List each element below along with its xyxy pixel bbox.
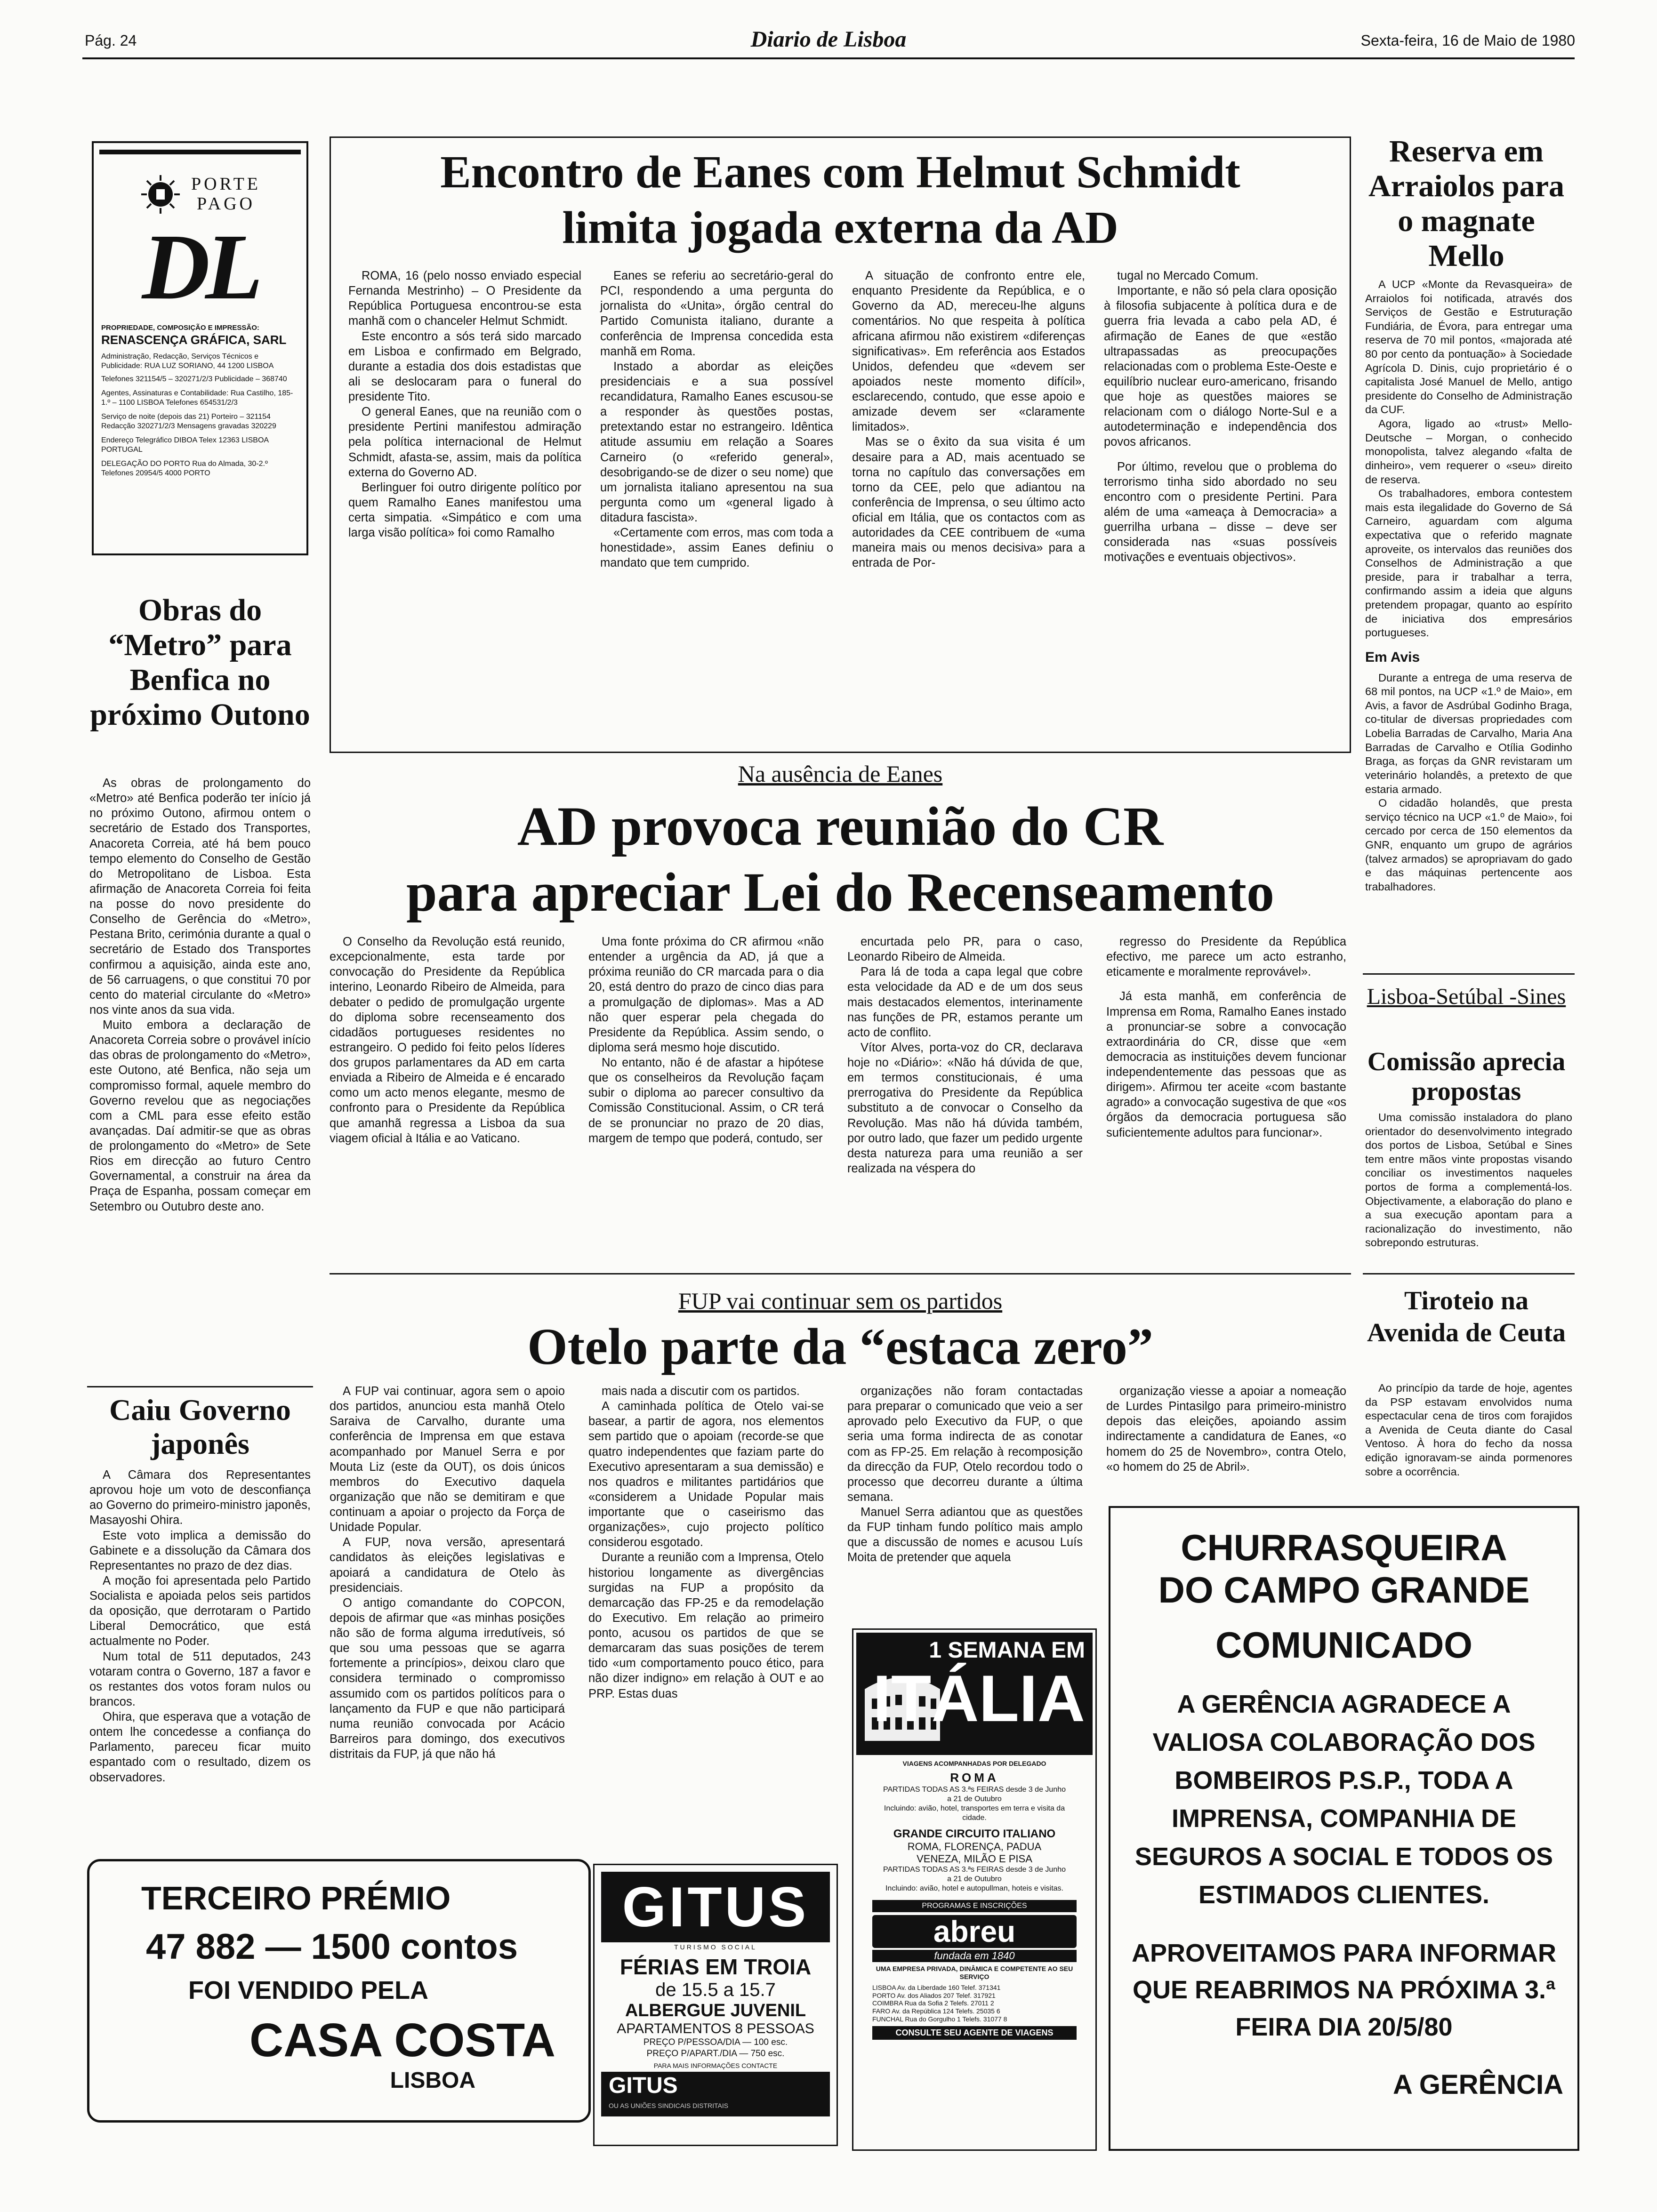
cr-col-2 xyxy=(588,934,824,1146)
schmidt-paragraph: Eanes se referiu ao secretário-geral do PCI, respondendo a uma pergunta do jornalista do «Unita», órgão central do Partido Comunista italiano, durante a conferência de Imprensa concedida esta manhã em Roma. xyxy=(600,269,833,358)
schmidt-col-1 xyxy=(348,268,581,540)
cr-paragraph: Já esta manhã, em conferência de Imprensa em Roma, Ramalho Eanes instado a pronunciar-se sobre a convocação extraordinária do CR, disse que «em democracia as instituições devem funcionar independentemente das pessoas que as dirigem». Afirmou ter aceite «com bastante agrado» a convocação sugestiva de que «os órgãos da democracia portuguesa são suficientemente adultos para funcionar». xyxy=(1106,990,1346,1139)
schmidt-paragraph: A situação de confronto entre ele, enquanto Presidente da República, e o Governo da AD, mereceu-lhe alguns comentários. No que respeita à política africana afirmou não existirem «diferenças significativas». Em referência aos Estados Unidos, defendeu que «devem ser apoiados neste momento difícil», esclarecendo, contudo, que esse apoio e amizade devem ser «claramente limitados». xyxy=(852,269,1085,434)
japan-paragraph: A Câmara dos Representantes aprovou hoje um voto de desconfiança ao Governo do primeiro-ministro japonês, Masayoshi Ohira. xyxy=(89,1468,311,1527)
italia-cities: ROMA, FLORENÇA, PADUA VENEZA, MILÃO E PISA xyxy=(907,1840,1042,1865)
tiroteio-body xyxy=(1365,1381,1572,1479)
phones: Telefones 321154/5 – 320271/2/3 Publicidade – 368740 xyxy=(101,375,287,383)
churrasqueira-line1: CHURRASQUEIRA xyxy=(1181,1527,1507,1568)
agents-address: Agentes, Assinaturas e Contabilidade: Rua Castilho, 185-1.º – 1100 LISBOA Telefones 654531/2/3 xyxy=(101,389,293,407)
schmidt-headline-1: Encontro de Eanes com Helmut Schmidt xyxy=(440,147,1240,198)
italia-country: ITÁLIA xyxy=(872,1661,1085,1735)
italia-banner xyxy=(856,1633,1093,1755)
lottery-line5: LISBOA xyxy=(390,2068,475,2093)
italia-roma-dates: PARTIDAS TODAS AS 3.ªs FEIRAS desde 3 de Junho a 21 de Outubro xyxy=(883,1785,1066,1803)
schmidt-paragraph: Instado a abordar as eleições presidenciais e a sua possível recandidatura, Ramalho Eanes escusou-se a responder às questões postas, pretextando estar no estrangeiro. Idêntica atitude assumiu em relação a Soares Carneiro (o «referido general», desobrigando-se de dizer o seu nome) que um jornalista italiano apresentou na sua pergunta como um «general ligado à ditadura fascista». xyxy=(600,360,833,524)
fup-paragraph: Manuel Serra adiantou que as questões da FUP tinham fundo político mais amplo que a discussão de nomes e acusou Luís Moita de pretender que aquela xyxy=(847,1506,1083,1564)
abreu-office: PORTO Av. dos Aliados 207 Telef. 317921 xyxy=(872,1991,996,1999)
fup-paragraph: organizações não foram contactadas para preparar o comunicado que veio a ser aprovado pelo Executivo da FUP, o que seria uma forma indirecta de as conotar com as FP-25. Em relação à recomposição da direcção da FUP, Otelo recordou todo o processo que decorreu durante a última semana. xyxy=(847,1385,1083,1504)
churrasqueira-line3: COMUNICADO xyxy=(1215,1624,1472,1666)
gitus-footer-box xyxy=(601,2072,830,2116)
italia-roma-incl: Incluindo: avião, hotel, transportes em terra e visita da cidade. xyxy=(884,1804,1065,1822)
telegraph: Endereço Telegráfico DIBOA Telex 12363 LISBOA PORTUGAL xyxy=(101,436,269,454)
metro-rule xyxy=(87,1386,313,1387)
reserva-paragraph: Agora, ligado ao «trust» Mello-Deutsche – Morgan, o conhecido monopolista, talvez alegando «falta de dinheiro», vem requerer o «seu» direito de reserva. xyxy=(1365,417,1572,486)
abreu-office: LISBOA Av. da Liberdade 160 Telef. 371341 xyxy=(872,1983,1001,1991)
schmidt-paragraph: ROMA, 16 (pelo nosso enviado especial Fernanda Mestrinho) – O Presidente da República Portuguesa encontrou-se esta manhã com o chanceler Helmut Schmidt. xyxy=(348,269,581,328)
gitus-albergue: ALBERGUE JUVENIL xyxy=(625,2000,806,2020)
metro-paragraph: Muito embora a declaração de Anacoreta Correia sobre o provável início das obras de prolongamento do «Metro», este Outono, até Benfica, não seja um compromisso formal, aquele membro do Governo revelou que as negociações com a CML para esse efeito estão avançadas. Daí admitir-se que as obras de prolongamento do «Metro» de Sete Rios em direcção ao futuro Centro Governamental, a construir na área da Praça de Espanha, possam começar em Setembro ou Outubro deste ano. xyxy=(89,1018,311,1213)
schmidt-col-2 xyxy=(600,268,833,571)
crest-icon xyxy=(139,173,182,216)
fup-col-3 xyxy=(847,1384,1083,1565)
night-service: Serviço de noite (depois das 21) Porteiro – 321154 Redacção 320271/2/3 Mensagens gravadas 320229 xyxy=(101,412,276,430)
abreu-logo: abreu xyxy=(872,1915,1077,1948)
tiroteio-paragraph: Ao princípio da tarde de hoje, agentes da PSP estavam envolvidos numa espectacular cena de tiros com forajidos a Avenida de Ceuta diante do Casal Ventoso. À hora do fecho da nossa edição ignoravam-se ainda pormenores sobre a ocorrência. xyxy=(1365,1382,1572,1478)
gitus-sub: TURISMO SOCIAL xyxy=(674,1943,757,1951)
fup-col-1 xyxy=(330,1384,565,1762)
italia-circuito-incl: Incluindo: avião, hotel e autopullman, hoteis e visitas. xyxy=(885,1884,1063,1892)
lottery-line2: 47 882 — 1500 contos xyxy=(146,1927,518,1967)
schmidt-paragraph: Este encontro a sós terá sido marcado em Lisboa e confirmado em Belgrado, durante a estadia dos dois estadistas que ali se deslocaram para o funeral do presidente Tito. xyxy=(348,329,581,403)
sines-body xyxy=(1365,1111,1572,1250)
schmidt-paragraph: Mas se o êxito da sua visita é um desaire para a AD, mais acentuado se torna no capítulo das conversações em torno da CEE, pelo que adiantou na conferência de Imprensa, o seu último acto oficial em Itália, que os contactos com as autoridades da CEE contribuem de «uma maneira mais ou menos decisiva» para a entrada de Por- xyxy=(852,435,1085,570)
reserva-paragraph: A UCP «Monte da Revasqueira» de Arraiolos foi notificada, através dos Serviços de Gestão e Estruturação Fundiária, de Évora, para entregar uma reserva de 70 mil pontos, «majorada até 80 por cento da pontuação» à Sociedade Agrícola D. Dinis, cujo proprietário é o capitalista José Manuel de Mello, antigo presidente do Conselho de Administração da CUF. xyxy=(1365,278,1572,416)
fup-paragraph: O antigo comandante do COPCON, depois de afirmar que «as minhas posições não são de forma alguma irredutíveis, só que sou uma pessoas que se agarra fortemente a princípios», deixou claro que considera terminado o compromisso assumido com os partidos políticos para o lançamento da FUP e que não participará numa reunião convocada por Acácio Barreiros para domingo, dos executivos distritais da FUP, já que não há xyxy=(330,1596,565,1761)
japan-body xyxy=(89,1467,311,1785)
cr-headline-1: AD provoca reunião do CR xyxy=(517,795,1164,857)
sines-paragraph: Uma comissão instaladora do plano orientador do desenvolvimento integrado dos portos de Lisboa, Setúbal e Sines tem entre mãos vinte propostas visando conciliar os investimentos naqueles portos de forma a complementá-los. Objectivamente, a elaboração do plano e a sua execução apontam para a racionalização do investimento, não sobrepondo estruturas. xyxy=(1365,1111,1572,1249)
lottery-ad xyxy=(87,1859,591,2123)
churrasqueira-reopen: APROVEITAMOS PARA INFORMAR QUE REABRIMOS NA PRÓXIMA 3.ª FEIRA DIA 20/5/80 xyxy=(1132,1939,1556,2041)
reserva-paragraph: O cidadão holandês, que presta serviço técnico na UCP «1.º de Maio», foi cercado por cerca de 150 elementos da GNR, enquanto um grupo de agrários (talvez armados) se apropriavam do gado e das máquinas pertencente aos trabalhadores. xyxy=(1365,797,1572,893)
italia-banner-text: 1 SEMANA EM xyxy=(929,1638,1085,1663)
abreu-office: FUNCHAL Rua do Gorgulho 1 Telefs. 31077 8 xyxy=(872,2015,1007,2023)
metro-body xyxy=(89,776,311,1214)
fup-col-4 xyxy=(1106,1384,1346,1475)
logo-box-bar xyxy=(99,150,301,154)
italia-roma: ROMA xyxy=(950,1770,999,1785)
gitus-price-1: PREÇO P/PESSOA/DIA — 100 esc. xyxy=(643,2037,788,2047)
cr-kicker: Na ausência de Eanes xyxy=(738,761,943,787)
reserva-paragraph: Durante a entrega de uma reserva de 68 mil pontos, na UCP «1.º de Maio», em Avis, a favor de Asdrúbal Godinho Braga, co-titular de diversas propriedades com Lobelia Barradas de Carvalho, Maria Ana Barradas de Carvalho e Otília Godinho Braga, as forças da GNR revistaram um veterinário holandês, a pretexto de que estaria armado. xyxy=(1365,671,1572,795)
reserva-headline: Reserva em Arraiolos para o magnate Mello xyxy=(1368,134,1565,273)
lottery-line3: FOI VENDIDO PELA xyxy=(188,1976,429,2004)
abreu-offices xyxy=(853,1981,1095,2023)
abreu-consulte: CONSULTE SEU AGENTE DE VIAGENS xyxy=(872,2026,1077,2040)
fup-paragraph: A caminhada política de Otelo vai-se basear, a partir de agora, nos elementos sem partido que o apoiam (recorde-se que quatro independentes que faziam parte do Executivo apresentaram a sua demissão) e nos quadros e militantes partidários que «considerem a Unidade Popular mais importante que o caseirismo das organizações», cujo projecto político considerou esgotado. xyxy=(588,1400,824,1549)
gitus-price-2: PREÇO P/APART./DIA — 750 esc. xyxy=(646,2048,785,2059)
cr-paragraph: encurtada pelo PR, para o caso, Leonardo Ribeiro de Almeida. xyxy=(847,935,1083,964)
schmidt-paragraph: Berlinguer foi outro dirigente político por quem Ramalho Eanes manifestou uma certa simpatia. «Simpático e com uma larga visão política» foi como Ramalho xyxy=(348,481,581,540)
italia-circuito: GRANDE CIRCUITO ITALIANO xyxy=(893,1827,1056,1840)
sines-rule xyxy=(1363,1273,1575,1274)
gitus-footer: OU AS UNIÕES SINDICAIS DISTRITAIS xyxy=(609,2102,729,2110)
masthead: Diario de Lisboa xyxy=(750,27,907,52)
owner-line: PROPRIEDADE, COMPOSIÇÃO E IMPRESSÃO: xyxy=(101,324,259,332)
churrasqueira-thanks: A GERÊNCIA AGRADECE A VALIOSA COLABORAÇÃO DOS BOMBEIROS P.S.P., TODA A IMPRENSA, COMPANHIA DE SEGUROS A SOCIAL E TODOS OS ESTIMADOS CLIENTES. xyxy=(1134,1690,1553,1909)
gitus-ferias: FÉRIAS EM TROIA xyxy=(619,1954,812,1979)
schmidt-paragraph: tugal no Mercado Comum. xyxy=(1117,269,1259,282)
metro-paragraph: As obras de prolongamento do «Metro» até Benfica poderão ter início já no próximo Outono, afirmou ontem o secretário de Estado dos Transportes, Anacoreta Correia, até há bem pouco tempo elemento do Conselho de Gestão do Metropolitano de Lisboa. Esta afirmação de Anacoreta Correia foi feita na posse do novo presidente do Conselho de Gerência do «Metro», Pestana Brito, cerimónia durante a qual o secretário de Estado dos Transportes confirmou a aquisição, ainda este ano, de 56 carruagens, o que constitui 70 por cento do material circulante do «Metro» nos vinte anos da sua vida. xyxy=(89,777,311,1017)
porte-label: PORTE xyxy=(191,174,261,194)
schmidt-col-4 xyxy=(1104,268,1337,565)
gitus-logo: GITUS xyxy=(601,1872,830,1942)
reserva-subhead: Em Avis xyxy=(1365,649,1420,665)
gitus-apart: APARTAMENTOS 8 PESSOAS xyxy=(617,2020,814,2036)
sines-kicker: Lisboa-Setúbal -Sines xyxy=(1367,984,1566,1009)
gitus-logo-small: GITUS xyxy=(609,2073,678,2099)
italia-ad xyxy=(852,1628,1097,2151)
abreu-tagline: UMA EMPRESA PRIVADA, DINÂMICA E COMPETENTE AO SEU SERVIÇO xyxy=(876,1965,1073,1980)
churrasqueira-ad xyxy=(1109,1506,1579,2151)
fup-headline: Otelo parte da “estaca zero” xyxy=(527,1318,1153,1375)
japan-paragraph: Ohira, que esperava que a votação de ontem lhe concedesse a confiança do Parlamento, pareceu ficar muito espantado com o resultado, dizem os observadores. xyxy=(89,1710,311,1784)
pago-label: PAGO xyxy=(197,194,255,214)
page-number: Pág. 24 xyxy=(85,32,137,49)
sines-headline: Comissão aprecia propostas xyxy=(1367,1047,1566,1106)
cr-paragraph: Uma fonte próxima do CR afirmou «não entender a urgência da AD, já que a próxima reunião do CR marcada para o dia 20, está dentro do prazo de cinco dias para a promulgação de diplomas». Mas a AD não quer esperar pela chegada do Presidente da República. Assim sendo, o diploma será mesmo hoje discutido. xyxy=(588,935,824,1054)
schmidt-headline-2: limita jogada externa da AD xyxy=(562,202,1118,253)
lottery-line4: CASA COSTA xyxy=(249,2014,555,2067)
reserva-rule xyxy=(1363,973,1575,975)
abreu-founded: fundada em 1840 xyxy=(872,1950,1077,1962)
owner-name: RENASCENÇA GRÁFICA, SARL xyxy=(101,332,287,347)
churrasqueira-sign: A GERÊNCIA xyxy=(1393,2069,1563,2100)
churrasqueira-line2: DO CAMPO GRANDE xyxy=(1158,1569,1530,1611)
gitus-ad xyxy=(593,1864,838,2146)
japan-paragraph: Num total de 511 deputados, 243 votaram contra o Governo, 187 a favor e os restantes dos votos foram nulos ou brancos. xyxy=(89,1650,311,1708)
porte-pago xyxy=(101,173,299,216)
schmidt-paragraph: O general Eanes, que na reunião com o presidente Pertini manifestou admiração pela política internacional de Helmut Schmidt, afasta-se, assim, mais da política externa do Governo AD. xyxy=(348,405,581,479)
porto-office: DELEGAÇÃO DO PORTO Rua do Almada, 30-2.º Telefones 20954/5 4000 PORTO xyxy=(101,459,268,477)
fup-paragraph: A FUP, nova versão, apresentará candidatos às eleições legislativas e apoiará a candidatura de Otelo às presidenciais. xyxy=(330,1536,565,1595)
fup-paragraph: mais nada a discutir com os partidos. xyxy=(602,1385,800,1398)
tiroteio-headline: Tiroteio na Avenida de Ceuta xyxy=(1367,1286,1566,1348)
japan-headline: Caiu Governo japonês xyxy=(109,1393,291,1460)
cr-paragraph: Vítor Alves, porta-voz do CR, declarava hoje no «Diário»: «Não há dúvida de que, em termos constitucionais, é uma prerrogativa do Presidente da República substituto a de convocar o Conselho da Revolução. Mas não há dúvida também, por outro lado, que fazer um pedido urgente desta natureza para uma reunião a ser realizada na véspera do xyxy=(847,1041,1083,1175)
japan-paragraph: A moção foi apresentada pelo Partido Socialista e apoiada pelos seis partidos da oposição, que derrotaram o Partido Liberal Democrático, que está actualmente no Poder. xyxy=(89,1574,311,1648)
reserva-paragraph: Os trabalhadores, embora contestem mais esta ilegalidade do Governo de Sá Carneiro, aguardam com alguma expectativa que o referido magnate aproveite, os intervalos das reuniões dos Conselhos de Administração a que preside, para ir trabalhar a terra, confirmando assim a ideia que alguns pretendem propagar, quanto ao espírito de iniciativa dos empresários portugueses. xyxy=(1365,487,1572,639)
cr-paragraph: Para lá de toda a capa legal que cobre esta velocidade da AD e de um dos seus mais destacados elementos, interinamente nas funções de PR, estamos perante um acto de conflito. xyxy=(847,965,1083,1039)
japan-paragraph: Este voto implica a demissão do Gabinete e a dissolução da Câmara dos Representantes no prazo de dez dias. xyxy=(89,1529,311,1572)
fup-paragraph: A FUP vai continuar, agora sem o apoio dos partidos, anunciou esta manhã Otelo Saraiva de Carvalho, durante uma conferência de Imprensa em que estava acompanhado por Manuel Serra e por Mouta Liz (este da OUT), os dois únicos membros do Executivo daquela organização que não se demitiram e que continuam a apoiar o projecto da Força de Unidade Popular. xyxy=(330,1385,565,1534)
fup-kicker: FUP vai continuar sem os partidos xyxy=(678,1288,1003,1314)
schmidt-col-3 xyxy=(852,268,1085,571)
header-rule xyxy=(82,57,1575,59)
italia-programas: PROGRAMAS E INSCRIÇÕES xyxy=(872,1900,1077,1912)
metro-headline: Obras do “Metro” para Benfica no próximo Outono xyxy=(90,593,310,732)
italia-circuito-dates: PARTIDAS TODAS AS 3.ªs FEIRAS desde 3 de Junho a 21 de Outubro xyxy=(883,1865,1066,1883)
schmidt-paragraph: Importante, e não só pela clara oposição à filosofia subjacente à política dura e de guerra fria levada a cabo pela AD, é afirmação de Eanes de que «estão ultrapassadas as preocupações relacionadas com o problema Este-Oeste e equilíbrio nuclear euro-americano, frisando que hoje as questões maiores se relacionam com o diálogo Norte-Sul e a autodeterminação e independência dos povos africanos. xyxy=(1104,284,1337,449)
fup-paragraph: Durante a reunião com a Imprensa, Otelo historiou longamente as divergências surgidas na FUP a propósito da demarcação das FP-25 e da remodelação do Executivo. Em relação ao primeiro ponto, acusou os partidos de que se demarcaram das suas posições de terem tido «um comportamento pouco ético, para não dizer indigno» em relação à OUT e ao PRP. Estas duas xyxy=(588,1551,824,1700)
page-date: Sexta-feira, 16 de Maio de 1980 xyxy=(1360,32,1575,49)
fup-paragraph: organização viesse a apoiar a nomeação de Lurdes Pintasilgo para primeiro-ministro depois das eleições, apoiando assim indirectamente a candidatura de Eanes, «o homem do 25 de Novembro», contra Otelo, «o homem do 25 de Abril». xyxy=(1106,1385,1346,1474)
logo-box xyxy=(92,141,308,555)
lottery-line1: TERCEIRO PRÉMIO xyxy=(141,1880,451,1916)
fup-col-2 xyxy=(588,1384,824,1701)
cr-col-1 xyxy=(330,934,565,1146)
gitus-dates: de 15.5 a 15.7 xyxy=(655,1979,776,2000)
cr-rule xyxy=(330,1273,1351,1274)
admin-address: Administração, Redacção, Serviços Técnicos e Publicidade: RUA LUZ SORIANO, 44 1200 LISBOA xyxy=(101,352,274,370)
cr-col-4 xyxy=(1106,934,1346,1140)
schmidt-paragraph: «Certamente com erros, mas com toda a honestidade», assim Eanes definiu o mandato que tem cumprido. xyxy=(600,526,833,570)
cr-headline-2: para apreciar Lei do Recenseamento xyxy=(406,861,1274,923)
cr-paragraph: No entanto, não é de afastar a hipótese que os conselheiros da Revolução façam subir o diploma ao parecer consultivo da Comissão Constitucional. Assim, o CR terá de se pronunciar no prazo de 20 dias, margem de tempo que poderá, contudo, ser xyxy=(588,1056,824,1145)
italia-viagens: VIAGENS ACOMPANHADAS POR DELEGADO xyxy=(902,1760,1046,1767)
gitus-info: PARA MAIS INFORMAÇÕES CONTACTE xyxy=(653,2062,778,2070)
cr-paragraph: O Conselho da Revolução está reunido, excepcionalmente, esta tarde por convocação do Presidente da República interino, Leonardo Ribeiro de Almeida, para debater o pedido de promulgação urgente do diploma sobre recenseamento dos cidadãos portugueses residentes no estrangeiro. O pedido foi feito pelos líderes dos grupos parlamentares da AD em carta enviada a Ribeiro de Almeida e é encarado como um acto menos elegante, mesmo de confronto para o Presidente da República que amanhã regressa a Lisboa da sua viagem oficial à Itália e ao Vaticano. xyxy=(330,935,565,1145)
schmidt-paragraph: Por último, revelou que o problema do terrorismo tinha sido abordado no seu encontro com o presidente Pertini. Para além de uma «ameaça à Democracia» a guerrilha urbana – disse – deve ser considerada nas «suas possíveis motivações e eventuais objectivos». xyxy=(1104,460,1337,564)
dl-logo-mark: DL xyxy=(142,215,258,319)
cr-col-3 xyxy=(847,934,1083,1176)
abreu-office: COIMBRA Rua da Sofia 2 Telefs. 27011 2 xyxy=(872,1999,994,2007)
abreu-office: FARO Av. da República 124 Telefs. 25035 6 xyxy=(872,2007,1000,2015)
cr-paragraph: regresso do Presidente da República efectivo, me parece um acto estranho, eticamente e moralmente reprovável». xyxy=(1106,935,1346,979)
reserva-body xyxy=(1365,278,1572,894)
